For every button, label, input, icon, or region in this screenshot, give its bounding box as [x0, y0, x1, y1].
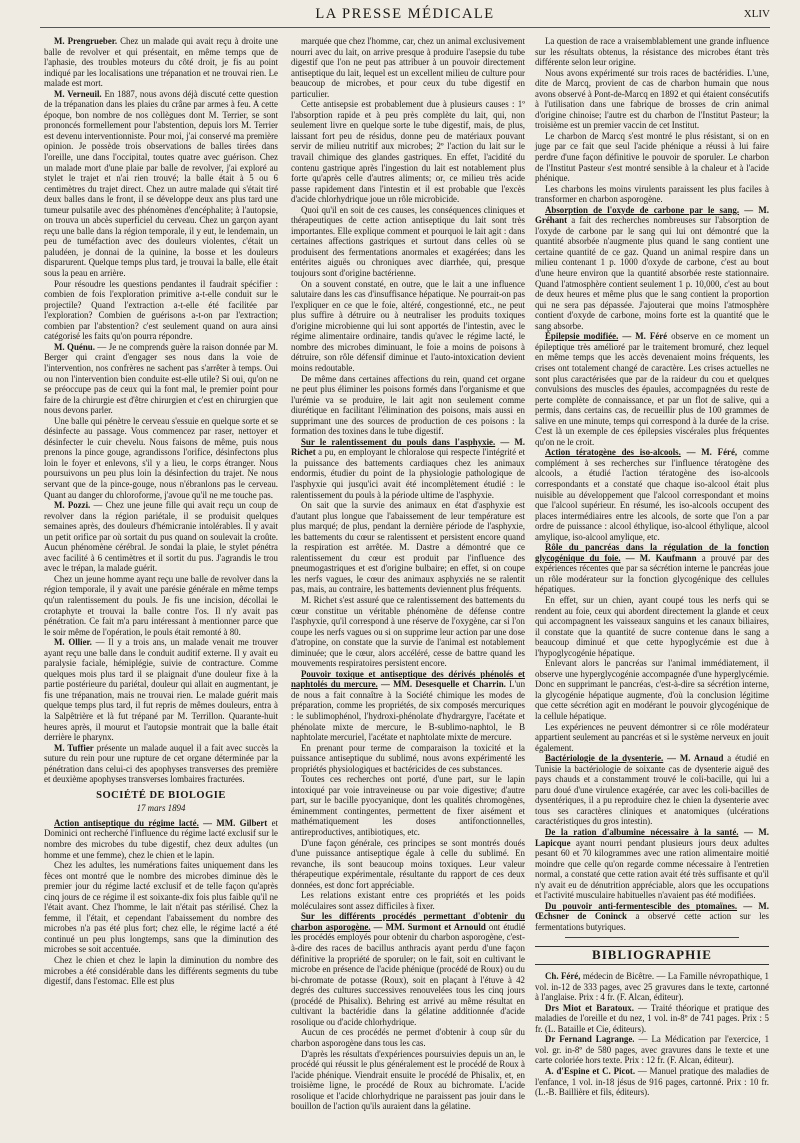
paragraph-text: — Je ne comprends guère la raison donnée par M. Berger qui craint d'engager ses nous dans la voie de l'intervention, nos confrères ne sachent pas s'arrêter à temps. Oui ou non l'intervention bien conduite est-elle utile? Si oui, qu'on ne se préoccupe pas de ceux qui la font mal, le premier point pour faire de la chirurgie est d'être chirurgien et c'est en chirurgien que nous devons parler.: [44, 341, 279, 416]
paragraph-text: Le charbon de Marcq s'est montré le plus résistant, si on en juge par ce fait que seul l'acide phénique a réussi à lui faire perdre d'une façon définitive le pouvoir de sporuler. Le charbon de l'Institut Pasteur s'est montré sensible à la chaleur et à l'acide phénique.: [535, 130, 769, 184]
paragraph: [535, 753, 769, 827]
paragraph: [535, 205, 769, 332]
speaker-name: M. Quénu.: [54, 341, 95, 352]
paragraph-title: Sur le ralentissement du pouls dans l'asphyxie.: [301, 436, 496, 447]
paragraph-text: — Il y a trois ans, un malade venait me trouver ayant reçu une balle dans le conduit auditif externe. Il y avait eu paralysie faciale, hémiplégie, suivie de contracture. Comme quelques mois plus tard il se plaignait d'une douleur fixe à la partie postérieure du pariétal, douleur qui allait en augmentant, je fis une trépanation, mais ne trouvai rien. Le malade guérit mais quelque temps plus tard, il fut repris de mêmes douleurs, entra à la Salpêtrière et là fut trépané par M. Terrillon. Quarante-huit heures après, il mourut et l'autopsie montrait que la balle était derrière le pharynx.: [44, 637, 279, 743]
paragraph: [535, 827, 769, 901]
paragraph: [291, 669, 525, 743]
paragraph-text: — La Médication par l'exercice, 1 vol. gr. in-8º de 580 pages, avec gravures dans le texte et une carte coloriée hors texte. Prix : 12 fr. (F. Alcan, éditeur).: [535, 1034, 770, 1066]
paragraph: [291, 1049, 525, 1112]
paragraph: [291, 279, 525, 374]
speaker-name: — MM. Surmont et Arnould: [373, 921, 486, 932]
paragraph-text: marquée que chez l'homme, car, chez un animal exclusivement nourri avec du lait, on arrive presque à produire l'asepsie du tube digestif que l'on ne peut pas attribuer à un pouvoir directement antiseptique du lait, lequel est un excellent milieu de culture pour beaucoup de microbes, et pour ceux du tube digestif en particulier.: [291, 36, 525, 99]
paragraph: [535, 331, 769, 447]
paragraph-title: Absorption de l'oxyde de carbone par le sang.: [545, 204, 740, 215]
paragraph-text: Les relations existant entre ces propriétés et les poids moléculaires sont assez difficiles à fixer.: [291, 890, 525, 911]
paragraph-text: Chez le chien et chez le lapin la diminution du nombre des microbes a été considérable dans les différents segments du tube digestif, dans l'estomac. Elle est plus: [44, 955, 278, 987]
paragraph-text: Aucun de ces procédés ne permet d'obtenir à coup sûr du charbon asporogène dans tous les cas.: [291, 1027, 525, 1048]
paragraph-text: — Traité théorique et pratique des maladies de l'oreille et du nez, 1 vol. in-8º de 741 pages. Prix : 5 fr. (L. Bataille et Cie, éditeurs).: [535, 1002, 770, 1034]
paragraph: [44, 574, 278, 637]
paragraph: [535, 131, 769, 184]
header-rule: [40, 27, 770, 28]
paragraph-text: En prenant pour terme de comparaison la toxicité et la puissance antiseptique du sublimé, nous avons expérimenté les propriétés physiologiques et bactéricides de ces substances.: [291, 742, 525, 774]
paragraph: [44, 416, 278, 500]
paragraph-text: En 1887, nous avons déjà discuté cette question de la trépanation dans les plaies du crâne par armes à feu. A cette époque, bon nombre de nos collègues dont M. Terrier, se sont prononcés formellement pour l'abstention, depuis lors M. Terrier est devenu interventionniste. Pour moi, j'ai conservé ma première opinion. Je possède trois observations de balles tirées dans l'oreille, une dans l'occipital, toutes quatre avec guérison. Chez un malade mort d'une plaie par balle de revolver, j'ai exploré au stylet le trajet et n'ai rien trouvé; la balle était à 5 ou 6 centimètres du trajet direct. Chez un autre malade qui s'était tiré deux balles dans le front, il se développe deux ans plus tard une tumeur pulsatile avec des phénomènes d'encéphalite; à l'autopsie, on trouva un abcès superficiel du cerveau. Chez un garçon ayant reçu une balle dans la région temporale, il y eut, le lendemain, un peu de tuméfaction avec des douleurs violentes, c'était un paludéen, je donnai de la quinine, la bosse et les douleurs disparurent. Quelque temps plus tard, je trouvai la balle, elle était sous la peau en arrière.: [44, 88, 279, 279]
paragraph-title: Action antiseptique du régime lacté.: [54, 817, 199, 828]
paragraph-text: — Manuel pratique des maladies de l'enfance, 1 vol. in-18 jésus de 916 pages, cartonné. Prix : 10 fr. (L.-B. Baillière et fils, éditeurs).: [535, 1065, 770, 1098]
paragraph-text: a observé cette action sur les fermentations butyriques.: [535, 911, 770, 932]
paragraph-text: a étudié en Tunisie la bactériologie de soixante cas de dysenterie aiguë des pays chauds et a constamment trouvé le coli-bacille, qui lui a paru doué d'une virulence exagérée, car avec les coli-bacilles de dysentériques, il a pu reproduire chez le chien la dysenterie avec tous ses caractères cliniques et anatomiques (ulcérations caractéristiques du gros intestin).: [535, 753, 770, 827]
paragraph: [535, 542, 769, 595]
paragraph: [535, 36, 769, 68]
paragraph: [44, 342, 278, 416]
paragraph: [291, 595, 525, 669]
section-heading: SOCIÉTÉ DE BIOLOGIE: [96, 789, 226, 801]
paragraph: [535, 722, 769, 754]
paragraph: [535, 971, 769, 1003]
speaker-name: M. Pozzi.: [54, 500, 91, 511]
paragraph-title: Épilepsie modifiée.: [545, 331, 619, 342]
paragraph: [291, 774, 525, 837]
paragraph: [291, 36, 525, 99]
paragraph: [291, 838, 525, 891]
paragraph-text: D'après les résultats d'expériences poursuivies depuis un an, le procédé qui réussit le plus généralement est le procédé de Roux à l'acide phénique. Viendrait ensuite le procédé de Phisalix, et, en troisième ligne, le procédé de Roux au bichromate. L'acide rosolique et l'acide chlorhydrique ne paraissent pas jouir dans le bouillon de l'action qu'ils auraient dans la gélatine.: [291, 1048, 525, 1112]
paragraph-text: — Chez une jeune fille qui avait reçu un coup de revolver dans la région pariétale, il se produisit quelques semaines après, des douleurs d'hémicranie intolérables. Il y avait un petit orifice par où sortait du pus quand on soulevait la croûte. Aucun phénomène cérébral. Je sondai la plaie, le stylet pénétra avec facilité à 6 centimètres et il sortit du pus. J'agrandis le trou avec le trépan, la malade guérit.: [44, 500, 278, 574]
speaker-name: — M. Richet: [291, 436, 525, 458]
paragraph-text: Quoi qu'il en soit de ces causes, les conséquences cliniques et thérapeutiques de cette action antiseptique du lait sont très importantes. Elle explique comment et pourquoi le lait agit : dans certaines affections gastriques et surtout dans celles où se produisent des fermentations anormales et exagérées; dans les entérites aiguës ou chroniques avec diarrhée, qui, presque toujours sont d'origine bactérienne.: [291, 204, 525, 279]
paragraph-text: Enlevant alors le pancréas sur l'animal immédiatement, il observe une hyperglycogénie accompagnée d'une hyperglycémie. Donc en supprimant le pancréas, c'est-à-dire sa sécrétion interne, la glycogénie hépatique augmente, d'où la conclusion légitime que cette sécrétion agit en modérant le pouvoir glycogénique de la cellule hépatique.: [535, 658, 769, 721]
paragraph: [535, 1066, 769, 1098]
paragraph-text: On a souvent constaté, en outre, que le lait a une influence salutaire dans les cas d'insuffisance hépatique. Ne pourrait-on pas l'expliquer en ce que le foie, altéré, congestionné, etc., ne peut plus suffire à détruire ou à neutraliser les produits toxiques d'origine microbienne qui lui sont apportés de l'intestin, avec le régime alimentaire ordinaire, tandis qu'avec le régime lacté, le nombre des microbes diminuant, le foie a moins de poisons à détruire, son rôle défensif diminue et l'auto-intoxication devient moins redoutable.: [291, 278, 525, 373]
speaker-name: Ch. Féré,: [545, 971, 581, 982]
speaker-name: M. Tuffier: [54, 742, 94, 753]
paragraph-text: D'une façon générale, ces principes se sont montrés doués d'une puissance antiseptique égale à celle du sublimé. En revanche, ils sont beaucoup moins toxiques. Leur valeur thérapeutique expérimentale, résultante du rapport de ces deux données, est donc fort appréciable.: [291, 837, 525, 890]
paragraph: [44, 743, 278, 785]
paragraph: [44, 500, 278, 574]
paragraph: [44, 36, 278, 89]
paragraph-text: Les charbons les moins virulents paraissent les plus faciles à transformer en charbon asporogène.: [535, 183, 769, 205]
column-left: [44, 36, 278, 987]
speaker-name: M. Ollier.: [54, 637, 92, 648]
paragraph: [535, 1034, 769, 1066]
paragraph: [291, 437, 525, 500]
paragraph: [535, 658, 769, 721]
paragraph-title: Action tératogène des iso-alcools.: [545, 447, 681, 458]
paragraph-text: Chez un jeune homme ayant reçu une balle de revolver dans la région temporale, il y avait une parésie générale en même temps qu'un ralentissement du pouls. Je fis une incision, décollai le crotaphyte et trouvai la balle contre l'os. Il n'y avait pas pénétration. Ce fait m'a paru intéressant à mentionner parce que le soir même de l'opération, le pouls était remonté à 80.: [44, 573, 278, 637]
paragraph: [44, 860, 278, 955]
speaker-name: — MM. Desesquelle et Charrin.: [381, 679, 506, 690]
speaker-name: — M. Lapicque: [535, 827, 769, 848]
speaker-name: — M. Kaufmann: [625, 552, 697, 563]
paragraph-text: Pour résoudre les questions pendantes il faudrait spécifier : combien de fois l'exploration primitive a-t-elle conduit sur le projectile? Quand l'extraction a-t-elle été facilitée par l'exploration? Combien de guérisons a-t-on par l'extraction; combien par l'abstention? c'est seulement quand on aura ainsi catégorisé les faits qu'on pourra répondre.: [44, 278, 278, 342]
paragraph-text: L'un de nous a fait connaître à la Société chimique les modes de préparation, comme les propriétés, de six composés mercuriques : le sublimophénol, l'hydroxi-phénolate d'hydrargyre, l'acétate et phénolate mixte de mercure, le B-sublimo-naphtol, le B naphtolate mercuriel, l'acétate et naphtolate mixte de mercure.: [291, 679, 526, 743]
column-middle: [291, 36, 525, 1112]
paragraph: [291, 911, 525, 1027]
paragraph-text: présente un malade auquel il a fait avec succès la suture du rein pour une rupture de cet organe déterminée par la pénétration dans celui-ci des apophyses transverses des première et deuxième apophyses transverses lombaires fracturées.: [44, 742, 279, 785]
page-number: XLIV: [743, 8, 770, 20]
paragraph-text: En effet, sur un chien, ayant coupé tous les nerfs qui se rendent au foie, ceux qui abordent directement la glande et ceux qui accompagnent les vaisseaux sanguins et les canaux biliaires, il constate que la quantité de sucre contenue dans le sang a beaucoup diminué et que cette hypoglycémie est due à l'hypoglycogénie hépatique.: [535, 594, 769, 658]
paragraph: [44, 818, 278, 860]
paragraph: [44, 637, 278, 742]
paragraph-text: et Dominici ont recherché l'influence du régime lacté exclusif sur le nombre des microbes du tube digestif, chez deux adultes (un homme et une femme), chez le chien et le lapin.: [44, 817, 279, 860]
paragraph: [291, 743, 525, 775]
speaker-name: — MM. Gilbert: [203, 817, 268, 828]
speaker-name: Drs Miot et Baratoux.: [545, 1002, 634, 1013]
paragraph-text: a pu, en employant le chloralose qui respecte l'intégrité et la puissance des battements cardiaques chez les animaux endormis, étudier du point de la physiologie pathologique de l'asphyxie qui jusqu'ici avait été incomplètement étudié : le ralentissement du pouls à la période ultime de l'asphyxie.: [291, 447, 525, 500]
paragraph-text: Chez un malade qui avait reçu à droite une balle de revolver et qui présentait, en même temps que de l'aphasie, des troubles moteurs du côté droit, je fis au point indiqué par les localisations une trépanation et ne trouvai rien. Le malade est mort.: [44, 36, 278, 89]
paragraph: [44, 955, 278, 987]
paragraph: [44, 89, 278, 279]
paragraph-text: ont étudié les procédés employés pour obtenir du charbon asporogène, c'est-à-dire des races de bacillus anthracis ayant perdu d'une façon définitive la propriété de sporuler; on le fait, soit en cultivant le microbe en présence de l'acide phénique (procédé de Roux) ou du bi-chromate de potasse (Roux), soit en plaçant à l'étuve à 42 degrés des cultures successives renouvelées tous les cinq jours (procédé de Phisalix). Behring est arrivé au même résultat en cultivant la bactéridie dans la gélatine additionnée d'acide rosolique ou d'acide chlorhydrique.: [291, 921, 526, 1027]
column-right: [535, 36, 769, 1098]
page-header: [40, 6, 770, 26]
paragraph: [291, 374, 525, 437]
paragraph-text: Nous avons expérimenté sur trois races de bactéridies. L'une, dite de Marcq, provient de cas de charbon humain que nous avons observé à Pont-de-Marcq en 1892 et qui étaient consécutifs à l'utilisation dans une fabrique de brosses de crin animal d'origine chinoise; l'autre est du charbon de l'Institut Pasteur; la troisième est un premier vaccin de cet Institut.: [535, 67, 769, 131]
bibliography-heading: BIBLIOGRAPHIE: [535, 946, 769, 965]
paragraph-text: observe en ce moment un épileptique très amélioré par le traitement bromuré, chez lequel en même temps que les accès devenaient moins fréquents, les crises ont totalement changé de caractère. Les crises actuelles ne sont plus caractérisées que par de la raideur du cou et quelques convulsions des muscles des épaules, accompagnées du reste de perte complète de connaissance, et par un flot de salive, qui a permis, dans certains cas, de recueillir plus de 100 grammes de salive en une minute, temps qui correspond à la durée de la crise. C'est là un exemple de ces épilepsies viscérales plus fréquentes qu'on ne le croit.: [535, 331, 770, 447]
paragraph-text: ayant nourri pendant plusieurs jours deux adultes pesant 60 et 70 kilogrammes avec une ration alimentaire moitié moindre que celle qu'on regarde comme nécessaire à l'entretien normal, a constaté que cette ration avait été très suffisante et qu'il n'y avait eu de dénutrition appréciable, alors que les occupations et l'activité musculaire habituelles n'avaient pas été modifiées.: [535, 837, 769, 901]
speaker-name: A. d'Espine et C. Picot.: [545, 1065, 636, 1076]
speaker-name: M. Prengrueber.: [54, 36, 118, 46]
speaker-name: — M. Féré,: [686, 447, 738, 458]
paragraph-text: médecin de Bicêtre. — La Famille névropathique, 1 vol. in-12 de 333 pages, avec 25 gravures dans le texte, cartonné à l'anglaise. Prix : 4 fr. (F. Alcan, éditeur).: [535, 971, 769, 1003]
paragraph-title: Rôle du pancréas dans la régulation de la fonction glycogénique du foie.: [535, 542, 769, 563]
paragraph-text: a fait des recherches nombreuses sur l'absorption de l'oxyde de carbone par le sang qui lui ont démontré que la quantité absorbée n'augmente plus quand le sang contient une certaine quantité de ce gaz. Quand un animal respire dans un milieu contenant 1 p. 1000 d'oxyde de carbone, c'est au bout d'une heure environ que la quantité absorbée reste stationnaire. Quand l'atmosphère contient seulement 1 p. 10,000, c'est au bout de deux heures et même plus que le sang contient la proportion qui ne sera pas dépassée. J'ajouterai que moins l'atmosphère contient d'oxyde de carbone, moins forte est la quantité que le sang absorbe.: [535, 215, 770, 331]
paragraph: [44, 279, 278, 342]
paragraph-title: Sur les différents procédés permettant d'obtenir du charbon asporogène.: [291, 911, 525, 932]
paragraph-text: comme complément à ses recherches sur l'influence tératogène des alcools, a étudié l'action tératogène des iso-alcools correspondants et a constaté que chaque iso-alcool était plus nuisible au développement que l'alcool correspondant et moins que l'alcool supérieur. En résumé, les iso-alcools occupent des places intermédiaires entre les alcools, de sorte que l'on a par ordre de puissance : alcool éthylique, iso-alcool éthylique, alcool amylique, iso-alcool amylique, etc.: [535, 447, 770, 542]
paragraph: [291, 1027, 525, 1048]
paragraph: [291, 890, 525, 911]
speaker-name: Dr Fernand Lagrange.: [545, 1034, 635, 1045]
paragraph-title: Pouvoir toxique et antiseptique des dérivés phénolés et naphtolés du mercure.: [291, 668, 525, 690]
journal-title: LA PRESSE MÉDICALE: [315, 6, 495, 22]
paragraph-text: On sait que la survie des animaux en état d'asphyxie est d'autant plus longue que l'abaissement de leur température est plus marqué; de plus, pendant la dernière période de l'asphyxie, les battements du cœur se ralentissent et persistent encore quand la respiration est arrêtée. M. Dastre a démontré que ce ralentissement du cœur est produit par l'influence des pneumogastriques et est d'origine bulbaire; en effet, si on coupe les nerfs vagues, le cœur des animaux asphyxiés ne se ralentit pas, mais, au contraire, les battements deviennent plus fréquents.: [291, 500, 525, 595]
paragraph: [535, 901, 769, 933]
section-divider: [565, 937, 739, 938]
paragraph: [535, 184, 769, 205]
paragraph-text: Les expériences ne peuvent démontrer si ce rôle modérateur appartient seulement au pancréas et si le système nerveux en jouit également.: [535, 721, 769, 753]
paragraph: [535, 68, 769, 131]
speaker-name: — M. Gréhant: [535, 204, 770, 226]
paragraph-text: De même dans certaines affections du rein, quand cet organe ne peut plus éliminer les poisons formés dans l'organisme et que l'urémie va se produire, le lait agit non seulement comme diurétique en facilitant l'élimination des poisons, mais aussi en supprimant une des sources de production de ces poisons : la formation des toxines dans le tube digestif.: [291, 373, 525, 437]
section-date: 17 mars 1894: [136, 803, 186, 814]
paragraph: [535, 1003, 769, 1035]
paragraph-text: a prouvé par des expériences récentes que par sa sécrétion interne le pancréas joue un rôle modérateur sur la fonction glycogénique des cellules hépatiques.: [535, 552, 770, 595]
paragraph: [291, 99, 525, 204]
paragraph-title: De la ration d'albumine nécessaire à la santé.: [545, 827, 739, 838]
paragraph-text: La question de race a vraisemblablement une grande influence sur les résultats obtenus, la résistance des microbes étant très différente selon leur origine.: [535, 36, 769, 68]
speaker-name: M. Verneuil.: [54, 88, 102, 99]
paragraph: [535, 595, 769, 658]
paragraph: [291, 205, 525, 279]
paragraph-text: Chez les adultes, les numérations faites uniquement dans les fèces ont montré que le nombre des microbes diminue dès le premier jour du régime lacté exclusif et de telle façon qu'après cinq jours de ce régime il est soixante-dix fois plus faible qu'il ne l'était avant. Chez l'homme, le lait n'était pas stérilisé. Chez la femme, il l'était, et cependant l'abaissement du nombre des microbes n'a pas été plus fort; chez elle, le régime lacté a été continué un peu plus longtemps, sans que la diminution des microbes se soit accentuée.: [44, 860, 278, 955]
speaker-name: — M. Arnaud: [667, 753, 724, 764]
paragraph: [291, 500, 525, 595]
paragraph: [535, 447, 769, 542]
paragraph-text: Une balle qui pénètre le cerveau s'essuie en quelque sorte et se désinfecte au passage. Vous commencez par raser, nettoyer et désinfecter le cuir chevelu. Nous faisons de même, puis nous prenons la pince gouge, agrandissons l'orifice, désinfectons plus loin le foyer et enlevons, s'il y a lieu, le corps étranger. Nous poursuivons un peu plus loin la désinfection du trajet. Ne nous servant que de la pince-gouge, nous n'ébranlons pas le cerveau. Quant au danger du chloroforme, j'avoue qu'il ne me touche pas.: [44, 415, 278, 500]
speaker-name: — M. Féré: [622, 331, 668, 342]
paragraph-title: Du pouvoir anti-fermentescible des ptomaïnes.: [545, 900, 738, 911]
paragraph-title: Bactériologie de la dysenterie.: [545, 753, 664, 764]
paragraph-text: M. Richet s'est assuré que ce ralentissement des battements du cœur constitue un véritable phénomène de défense contre l'asphyxie, qu'il correspond à une réserve de l'oxygène, car si l'on coupe les nerfs vagues ou si on supprime leur action par une dose d'atropine, on constate que la survie de l'animal est notablement diminuée; que le cœur, alors accéléré, cesse de battre quand les mouvements respiratoires persistent encore.: [291, 594, 525, 669]
paragraph-text: Toutes ces recherches ont porté, d'une part, sur le lapin intoxiqué par voie intraveineuse ou par voie digestive; d'autre part, sur le bacille pyocyanique, dont les qualités chromogènes, éminemment contingentes, permettent de fixer aisément et mathématiquement les doses antifonctionnelles, antireproductives, antibiotiques, etc.: [291, 774, 525, 838]
paragraph-text: Cette antisepsie est probablement due à plusieurs causes : 1º l'absorption rapide et à peu près complète du lait, qui, non seulement livre en quelque sorte le tube digestif, mais, de plus, laissant fort peu de résidus, donne peu de matériaux pouvant servir de milieu nutritif aux microbes; 2º l'action du lait sur le travail chimique des glandes gastriques. En effet, l'acidité du contenu gastrique après l'ingestion du lait est notablement plus forte qu'après celle d'autres aliments; or, ce milieu très acide passe rapidement dans l'intestin et il est probable que l'excès d'acide chlorhydrique joue un rôle microbicide.: [291, 99, 525, 205]
speaker-name: — M. Œchsner de Coninck: [535, 900, 769, 922]
